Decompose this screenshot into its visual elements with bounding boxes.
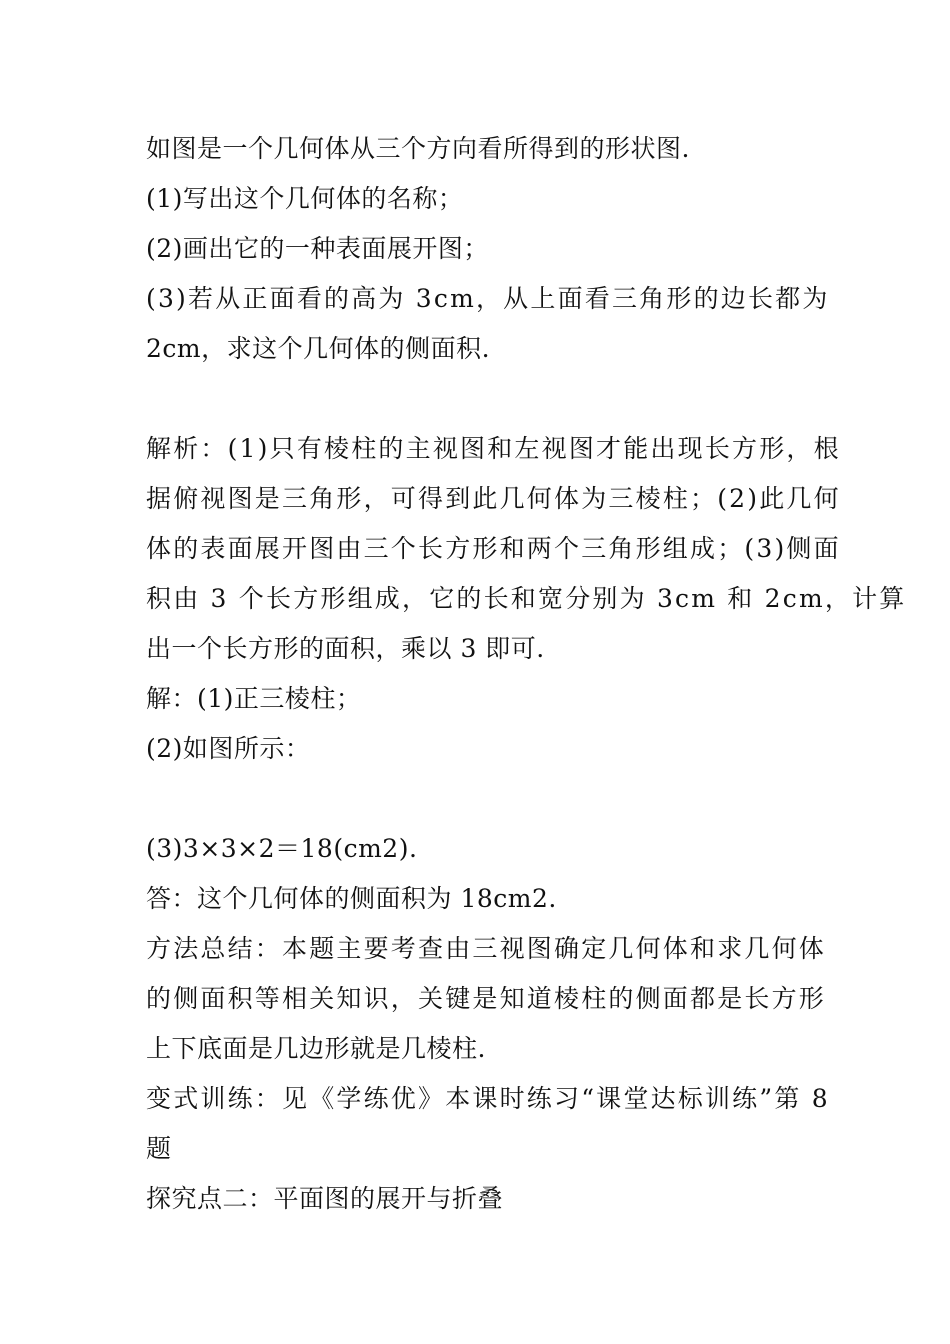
method-summary-line-3: 上下底面是几边形就是几棱柱. — [146, 1034, 486, 1063]
analysis-line-5: 出一个长方形的面积，乘以 3 即可. — [146, 634, 545, 663]
section-heading: 探究点二：平面图的展开与折叠 — [146, 1184, 504, 1213]
solution-part-1: 解：(1)正三棱柱； — [146, 684, 362, 713]
problem-intro: 如图是一个几何体从三个方向看所得到的形状图. — [146, 134, 690, 163]
question-1: (1)写出这个几何体的名称； — [146, 184, 464, 213]
method-summary-line-2: 的侧面积等相关知识，关键是知道棱柱的侧面都是长方形 — [146, 984, 827, 1013]
variant-training-line-2: 题 — [146, 1134, 172, 1163]
question-3-line-2: 2cm，求这个几何体的侧面积. — [146, 334, 491, 363]
question-3-line-1: (3)若从正面看的高为 3cm，从上面看三角形的边长都为 — [146, 284, 830, 313]
analysis-line-2: 据俯视图是三角形，可得到此几何体为三棱柱；(2)此几何 — [146, 484, 841, 513]
variant-training-line-1: 变式训练：见《学练优》本课时练习“课堂达标训练”第 8 — [146, 1084, 830, 1113]
method-summary-line-1: 方法总结：本题主要考查由三视图确定几何体和求几何体 — [146, 934, 827, 963]
analysis-line-3: 体的表面展开图由三个长方形和两个三角形组成；(3)侧面 — [146, 534, 841, 563]
solution-part-3: (3)3×3×2＝18(cm2). — [146, 834, 418, 863]
analysis-line-1: 解析：(1)只有棱柱的主视图和左视图才能出现长方形，根 — [146, 434, 841, 463]
question-2: (2)画出它的一种表面展开图； — [146, 234, 489, 263]
final-answer: 答：这个几何体的侧面积为 18cm2. — [146, 884, 557, 913]
solution-part-2: (2)如图所示： — [146, 734, 311, 763]
analysis-line-4: 积由 3 个长方形组成，它的长和宽分别为 3cm 和 2cm，计算 — [146, 584, 907, 613]
